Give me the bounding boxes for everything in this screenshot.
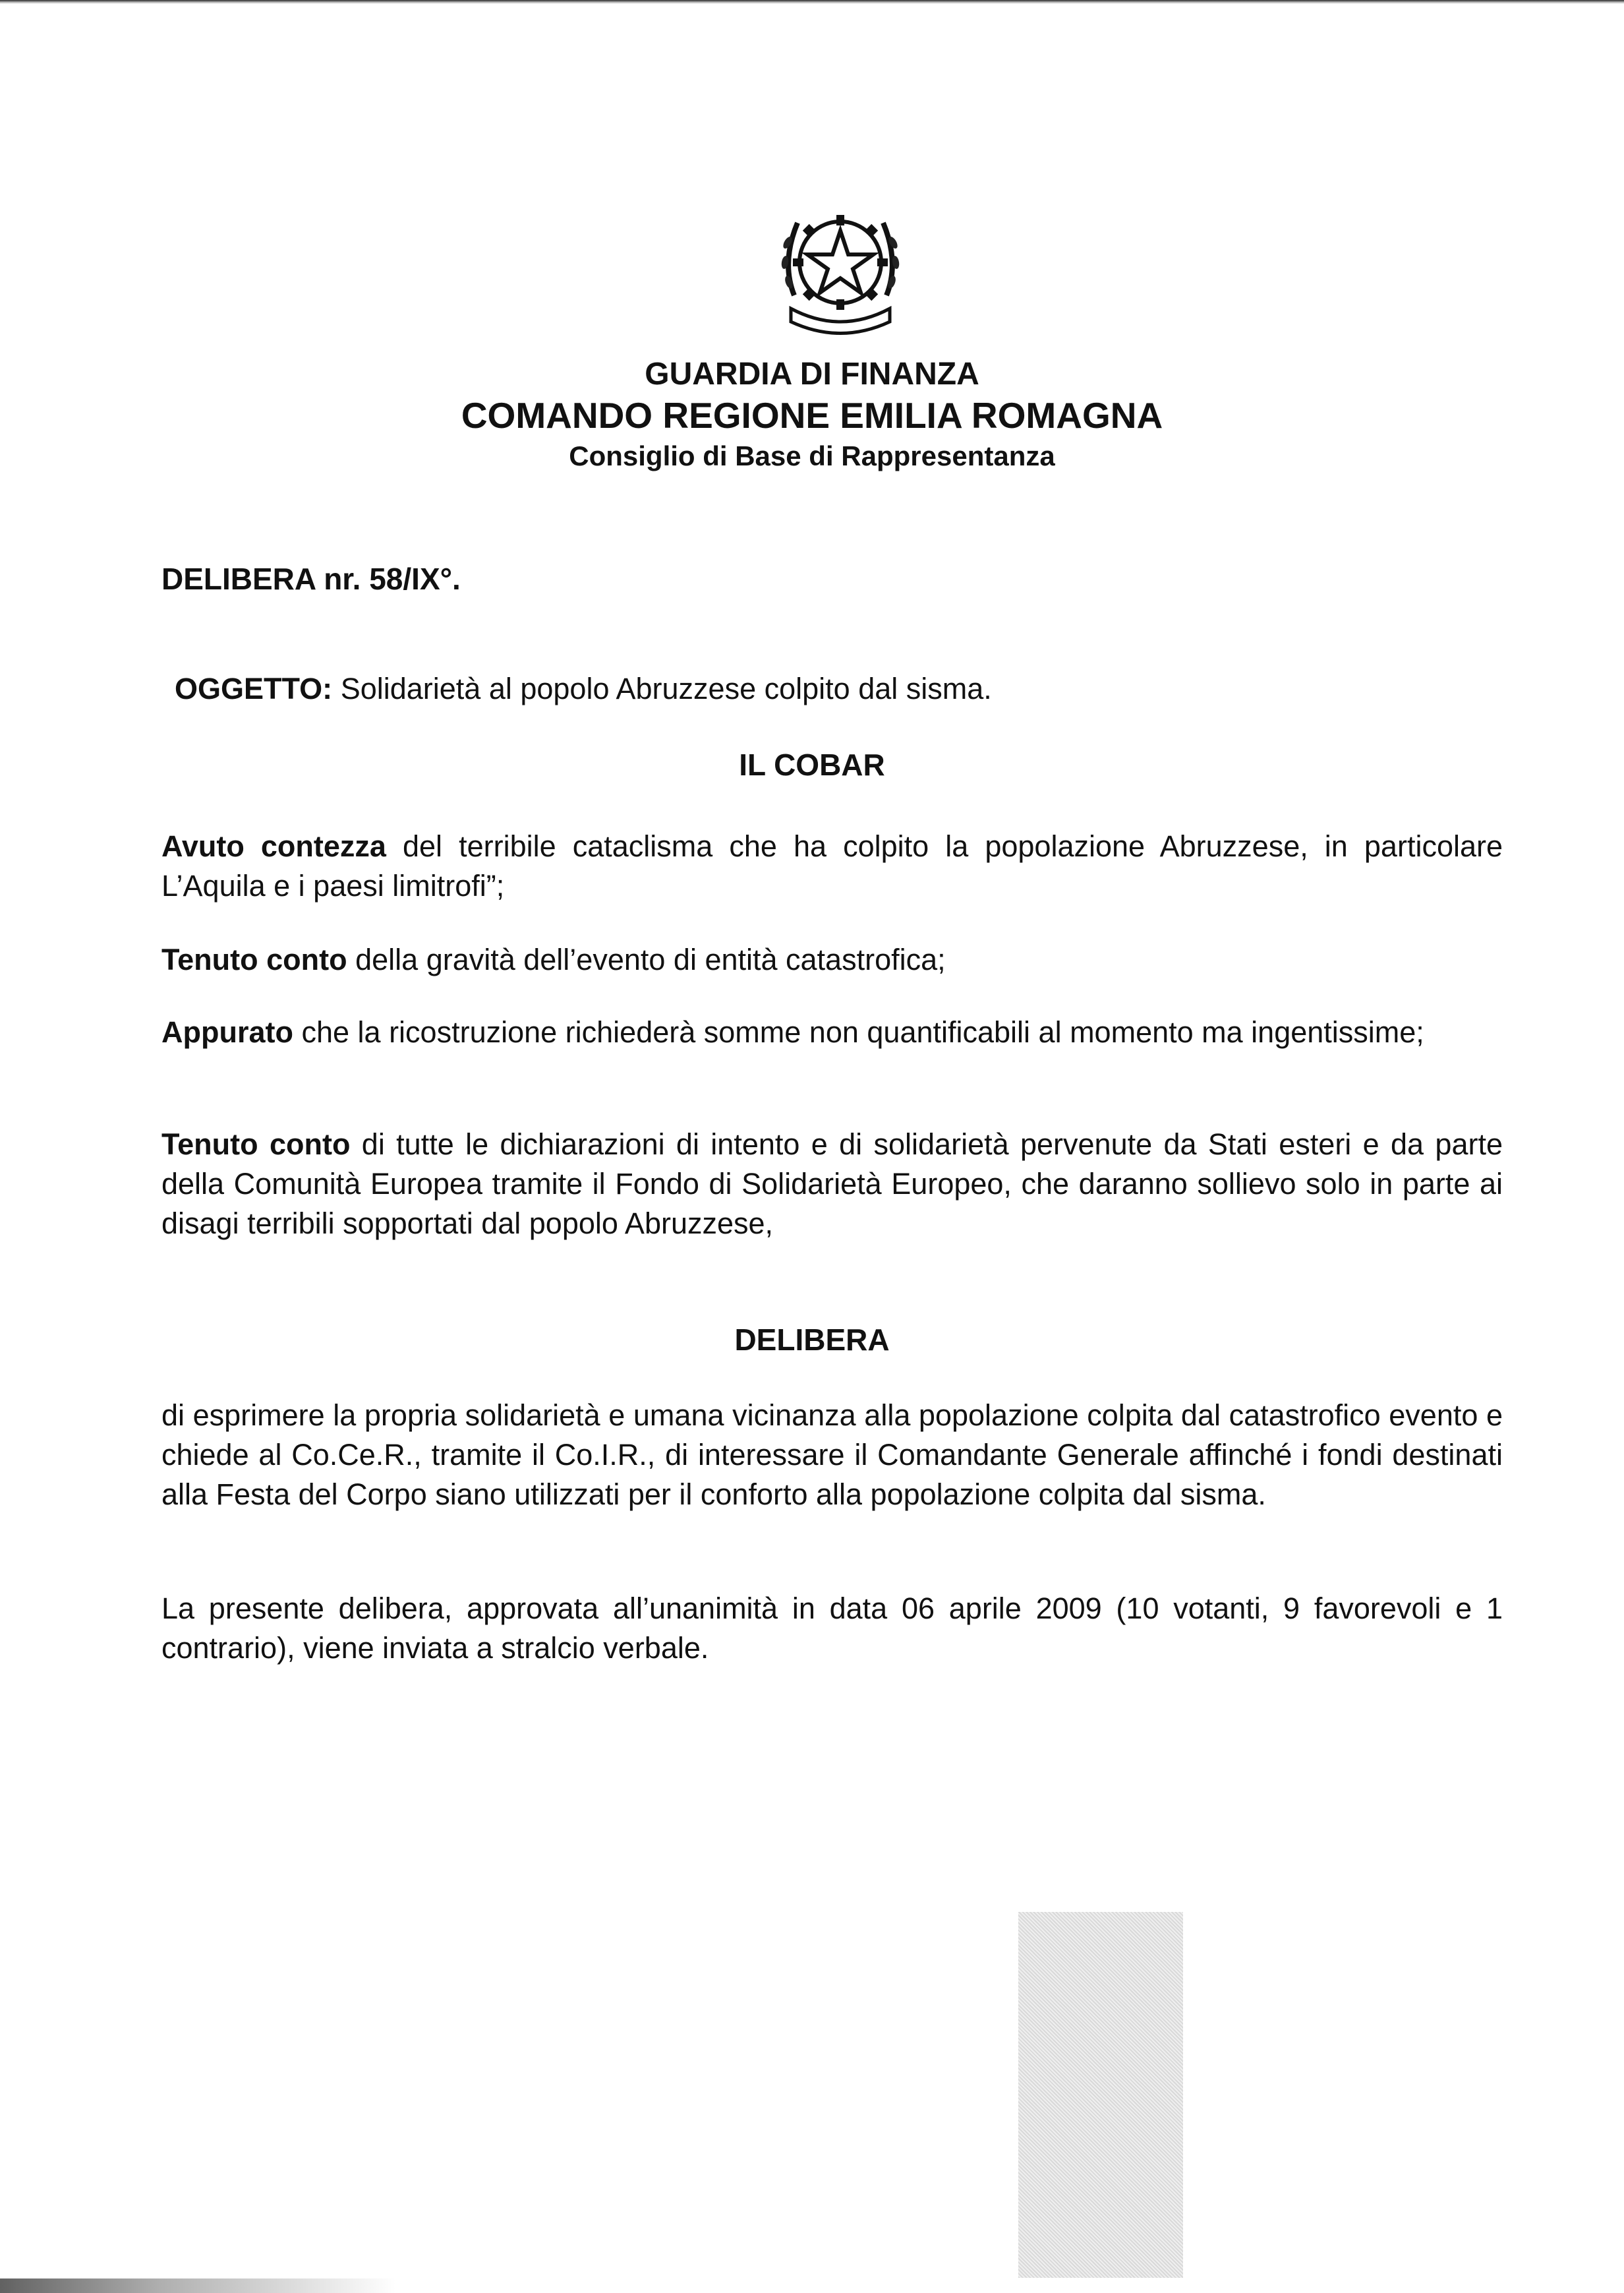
scan-shaded-area xyxy=(1018,1912,1183,2278)
body-paragraph-2: La presente delibera, approvata all’unanimità in data 06 aprile 2009 (10 votanti, 9 favorevoli e 1 contrario), viene inviata a stralcio verbale. xyxy=(161,1592,1503,1665)
oggetto-line xyxy=(175,669,992,709)
delibera-title: DELIBERA xyxy=(734,1323,890,1357)
consideration-3-label: Appurato xyxy=(161,1015,293,1049)
consideration-4 xyxy=(161,1125,1503,1243)
consideration-3-text: che la ricostruzione richiederà somme non quantificabili al momento ma ingentissime; xyxy=(293,1015,1424,1049)
italian-republic-emblem xyxy=(768,196,913,342)
header-line-2: COMANDO REGIONE EMILIA ROMAGNA xyxy=(461,395,1163,436)
consideration-3 xyxy=(161,1013,1503,1052)
oggetto-label: OGGETTO: xyxy=(175,672,333,705)
consideration-1 xyxy=(161,827,1503,906)
delibera-number: DELIBERA nr. 58/IX°. xyxy=(161,562,461,596)
header-line-1: GUARDIA DI FINANZA xyxy=(645,357,979,392)
consideration-2 xyxy=(161,940,1503,980)
consideration-4-text: di tutte le dichiarazioni di intento e di solidarietà pervenute da Stati esteri e da parte della Comunità Europea tramite il Fondo di Solidarietà Europeo, che daranno sollievo solo in parte ai disagi terribili sopportati dal popolo Abruzzese, xyxy=(161,1127,1503,1240)
header-line-3: Consiglio di Base di Rappresentanza xyxy=(569,440,1055,471)
consideration-1-text: del terribile cataclisma che ha colpito la popolazione Abruzzese, in particolare L’Aquila e i paesi limitrofi”; xyxy=(161,829,1503,903)
scan-edge-top xyxy=(0,0,1624,4)
consideration-4-label: Tenuto conto xyxy=(161,1127,351,1161)
section-title: IL COBAR xyxy=(739,748,885,782)
oggetto-text: Solidarietà al popolo Abruzzese colpito dal sisma. xyxy=(332,672,992,705)
consideration-2-label: Tenuto conto xyxy=(161,943,347,976)
consideration-2-text: della gravità dell’evento di entità catastrofica; xyxy=(347,943,946,976)
consideration-1-label: Avuto contezza xyxy=(161,829,386,863)
body-paragraph-1: di esprimere la propria solidarietà e umana vicinanza alla popolazione colpita dal catastrofico evento e chiede al Co.Ce.R., tramite il Co.I.R., di interessare il Comandante Generale affinché i fondi destinati alla Festa del Corpo siano utilizzati per il conforto alla popolazione colpita dal sisma. xyxy=(161,1398,1503,1511)
scan-edge-bottom xyxy=(0,2278,395,2293)
